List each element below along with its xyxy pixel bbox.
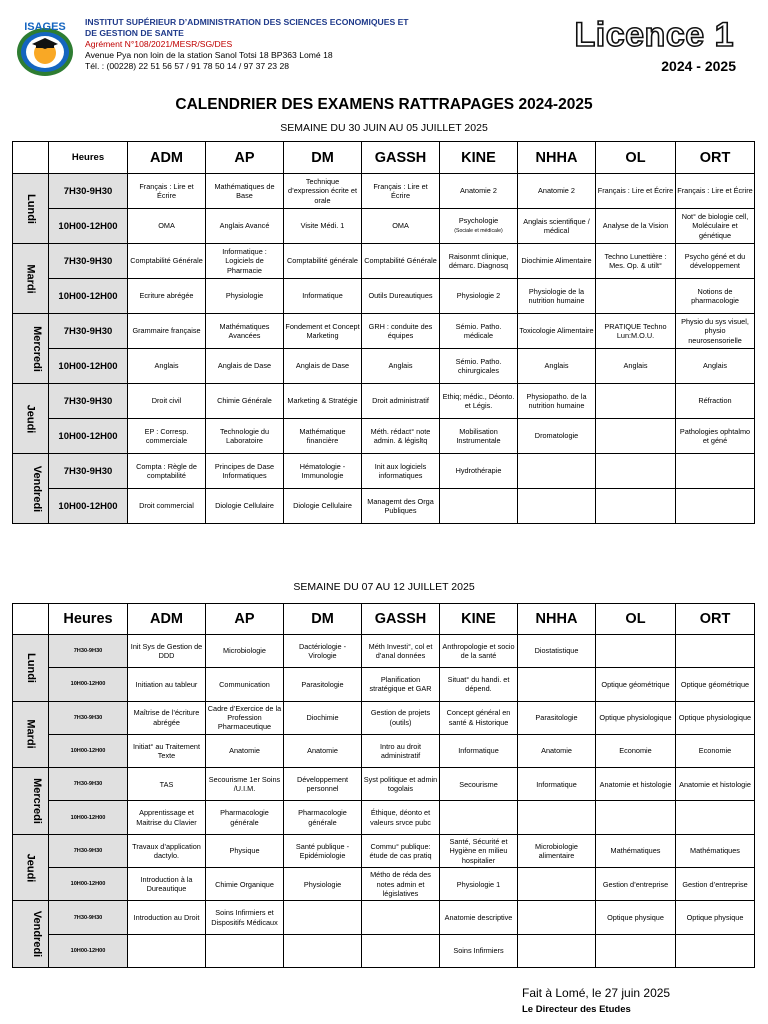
column-header-ort: ORT [676, 142, 755, 174]
institute-logo [14, 18, 76, 78]
day-label: Vendredi [31, 910, 44, 958]
day-cell-jeudi [13, 834, 49, 901]
exam-cell-kine: Informatique [440, 734, 518, 767]
exam-cell-ort: Optique physiologique [676, 701, 755, 734]
exam-cell-kine: Concept général en santé & Historique [440, 701, 518, 734]
schedule-row [13, 209, 755, 244]
exam-cell-kine: Secourisme [440, 768, 518, 801]
column-header-kine: KINE [440, 142, 518, 174]
time-slot: 7H30-9H30 [49, 901, 128, 934]
exam-cell-dm: Mathématique financière [284, 419, 362, 454]
time-slot: 10H00-12H00 [49, 349, 128, 384]
exam-cell-gassh [362, 901, 440, 934]
exam-cell-ap: Mathématiques Avancées [206, 314, 284, 349]
day-cell-mercredi [13, 314, 49, 384]
exam-cell-dm: Marketing & Stratégie [284, 384, 362, 419]
exam-cell-ol: Anglais [596, 349, 676, 384]
column-header-gassh: GASSH [362, 142, 440, 174]
exam-cell-ort [676, 934, 755, 967]
column-header-heures: Heures [49, 142, 128, 174]
schedule-row [13, 834, 755, 867]
exam-cell-adm: Maîtrise de l’écriture abrégée [128, 701, 206, 734]
schedule-row [13, 279, 755, 314]
exam-cell-ol [596, 454, 676, 489]
exam-cell-gassh: Français : Lire et Écrire [362, 174, 440, 209]
exam-cell-dm: Santé publique - Epidémiologie [284, 834, 362, 867]
exam-cell-dm: Hématologie - Immunologie [284, 454, 362, 489]
exam-cell-gassh: Syst politique et admin togolais [362, 768, 440, 801]
exam-cell-adm: TAS [128, 768, 206, 801]
exam-cell-ort: Economie [676, 734, 755, 767]
header-row [13, 142, 755, 174]
exam-cell-adm: Initiat° au Traitement Texte [128, 734, 206, 767]
schedule-row [13, 901, 755, 934]
time-slot: 10H00-12H00 [49, 209, 128, 244]
exam-cell-ol [596, 279, 676, 314]
exam-cell-nhha [518, 454, 596, 489]
exam-cell-gassh: Méth. rédact° note admin. & législtq [362, 419, 440, 454]
exam-cell-kine: Physiologie 1 [440, 868, 518, 901]
exam-cell-dm: Pharmacologie générale [284, 801, 362, 834]
exam-cell-nhha: Physiologie de la nutrition humaine [518, 279, 596, 314]
time-slot: 7H30-9H30 [49, 314, 128, 349]
exam-cell-adm: Init Sys de Gestion de DDD [128, 635, 206, 668]
schedule-row [13, 868, 755, 901]
exam-cell-nhha [518, 489, 596, 524]
exam-cell-kine: Hydrothérapie [440, 454, 518, 489]
exam-cell-adm: Droit civil [128, 384, 206, 419]
exam-cell-nhha: Microbiologie alimentaire [518, 834, 596, 867]
column-header-ort: ORT [676, 604, 755, 635]
exam-cell-ort [676, 454, 755, 489]
exam-cell-nhha: Physiopatho. de la nutrition humaine [518, 384, 596, 419]
column-header-kine: KINE [440, 604, 518, 635]
institute-block [85, 17, 415, 72]
schedule-row [13, 384, 755, 419]
exam-cell-kine [440, 801, 518, 834]
exam-cell-adm: Introduction au Droit [128, 901, 206, 934]
schedule-row [13, 701, 755, 734]
exam-cell-adm: Initiation au tableur [128, 668, 206, 701]
column-header-nhha: NHHA [518, 604, 596, 635]
exam-cell-ap: Anglais de Dase [206, 349, 284, 384]
exam-cell-gassh: Commu° publique: étude de cas pratiq [362, 834, 440, 867]
day-label: Mardi [24, 263, 37, 294]
exam-cell-nhha: Anglais [518, 349, 596, 384]
schedule-row [13, 349, 755, 384]
exam-cell-kine: Sémio. Patho. chirurgicales [440, 349, 518, 384]
exam-cell-ol [596, 489, 676, 524]
day-cell-vendredi [13, 454, 49, 524]
exam-cell-ap: Mathématiques de Base [206, 174, 284, 209]
column-header-ol: OL [596, 604, 676, 635]
column-header-dm: DM [284, 142, 362, 174]
column-header-gassh: GASSH [362, 604, 440, 635]
exam-cell-nhha: Anatomie [518, 734, 596, 767]
schedule-row [13, 419, 755, 454]
schedule-row [13, 244, 755, 279]
day-label: Mercredi [30, 778, 43, 824]
exam-cell-ort: Mathématiques [676, 834, 755, 867]
exam-cell-gassh: Planification stratégique et GAR [362, 668, 440, 701]
time-slot: 10H00-12H00 [49, 489, 128, 524]
schedule-row [13, 454, 755, 489]
exam-cell-dm: Fondement et Concept Marketing [284, 314, 362, 349]
column-header-nhha: NHHA [518, 142, 596, 174]
exam-cell-ol: PRATIQUE Techno Lun:M.O.U. [596, 314, 676, 349]
exam-cell-gassh: Managemt des Orga Publiques [362, 489, 440, 524]
exam-cell-ap: Anglais Avancé [206, 209, 284, 244]
schedule-row [13, 801, 755, 834]
exam-cell-ap: Physiologie [206, 279, 284, 314]
exam-cell-ol: Optique physique [596, 901, 676, 934]
exam-cell-adm: Anglais [128, 349, 206, 384]
exam-cell-dm: Parasitologie [284, 668, 362, 701]
agrement-number: Agrément N°108/2021/MESR/SG/DES [85, 39, 233, 49]
exam-cell-ort: Anglais [676, 349, 755, 384]
column-header-dm: DM [284, 604, 362, 635]
week2-label: SEMAINE DU 07 AU 12 JUILLET 2025 [293, 581, 475, 593]
day-label: Mardi [24, 719, 37, 750]
exam-cell-ap [206, 934, 284, 967]
schedule-row [13, 668, 755, 701]
time-slot: 7H30-9H30 [49, 701, 128, 734]
time-slot: 10H00-12H00 [49, 934, 128, 967]
exam-cell-dm: Développement personnel [284, 768, 362, 801]
time-slot: 7H30-9H30 [49, 635, 128, 668]
exam-cell-ap: Technologie du Laboratoire [206, 419, 284, 454]
day-label: Lundi [24, 193, 37, 224]
exam-cell-ort: Anatomie et histologie [676, 768, 755, 801]
exam-cell-ap: Pharmacologie générale [206, 801, 284, 834]
exam-cell-ol [596, 801, 676, 834]
svg-text:ISAGES: ISAGES [24, 21, 66, 33]
schedule-row [13, 314, 755, 349]
exam-cell-ol: Optique géométrique [596, 668, 676, 701]
time-slot: 7H30-9H30 [49, 454, 128, 489]
exam-cell-gassh [362, 934, 440, 967]
exam-cell-dm: Diologie Cellulaire [284, 489, 362, 524]
exam-cell-ol: Mathématiques [596, 834, 676, 867]
exam-cell-ol: Gestion d’entreprise [596, 868, 676, 901]
institute-name-line2: DE GESTION DE SANTE [85, 28, 184, 38]
week2-schedule-table [12, 603, 755, 968]
exam-cell-ap: Secourisme 1er Soins /U.I.M. [206, 768, 284, 801]
exam-cell-gassh: OMA [362, 209, 440, 244]
exam-cell-dm: Anglais de Dase [284, 349, 362, 384]
exam-cell-nhha: Toxicologie Alimentaire [518, 314, 596, 349]
exam-cell-adm: Droit commercial [128, 489, 206, 524]
exam-cell-ol [596, 635, 676, 668]
exam-cell-gassh: Outils Dureautiques [362, 279, 440, 314]
time-slot: 10H00-12H00 [49, 668, 128, 701]
day-label: Lundi [24, 652, 37, 683]
exam-cell-nhha: Diochimie Alimentaire [518, 244, 596, 279]
exam-cell-dm: Dactériologie - Virologie [284, 635, 362, 668]
exam-cell-ol: Economie [596, 734, 676, 767]
exam-cell-kine: Situat° du handi. et dépend. [440, 668, 518, 701]
exam-cell-ap: Soins Infirmiers et Dispositifs Médicaux [206, 901, 284, 934]
schedule-row [13, 635, 755, 668]
exam-cell-ap: Communication [206, 668, 284, 701]
schedule-row [13, 734, 755, 767]
time-slot: 7H30-9H30 [49, 244, 128, 279]
exam-cell-adm: OMA [128, 209, 206, 244]
exam-cell-kine [440, 489, 518, 524]
exam-cell-ap: Informatique : Logiciels de Pharmacie [206, 244, 284, 279]
exam-cell-ap: Chimie Générale [206, 384, 284, 419]
exam-cell-nhha: Anatomie 2 [518, 174, 596, 209]
day-label: Jeudi [24, 404, 37, 433]
exam-cell-adm: Ecriture abrégée [128, 279, 206, 314]
schedule-row [13, 174, 755, 209]
exam-cell-ort: Physio du sys visuel, physio neurosensorielle [676, 314, 755, 349]
signatory: Le Directeur des Etudes [522, 1004, 631, 1015]
exam-cell-gassh: Init aux logiciels informatiques [362, 454, 440, 489]
place-date: Fait à Lomé, le 27 juin 2025 [522, 986, 671, 1000]
exam-cell-nhha [518, 901, 596, 934]
exam-cell-ort [676, 489, 755, 524]
day-cell-jeudi [13, 384, 49, 454]
exam-cell-nhha [518, 868, 596, 901]
exam-cell-nhha: Informatique [518, 768, 596, 801]
exam-cell-nhha: Dromatologie [518, 419, 596, 454]
exam-cell-ap: Cadre d’Exercice de la Profession Pharmaceutique [206, 701, 284, 734]
day-cell-vendredi [13, 901, 49, 968]
week1-label: SEMAINE DU 30 JUIN AU 05 JUILLET 2025 [280, 122, 488, 134]
exam-cell-kine: Sémio. Patho. médicale [440, 314, 518, 349]
exam-cell-gassh: Métho de réda des notes admin et législatives [362, 868, 440, 901]
exam-cell-nhha: Parasitologie [518, 701, 596, 734]
day-label: Jeudi [24, 853, 37, 882]
time-slot: 10H00-12H00 [49, 801, 128, 834]
exam-cell-ol: Techno Lunettière : Mes. Op. & utilt° [596, 244, 676, 279]
exam-cell-nhha: Anglais scientifique / médical [518, 209, 596, 244]
exam-cell-ort: Notions de pharmacologie [676, 279, 755, 314]
exam-cell-adm: EP : Corresp. commerciale [128, 419, 206, 454]
day-cell-mercredi [13, 768, 49, 835]
exam-cell-nhha [518, 801, 596, 834]
exam-cell-adm: Comptabilité Générale [128, 244, 206, 279]
exam-cell-ort: Optique physique [676, 901, 755, 934]
schedule-row [13, 489, 755, 524]
schedule-row [13, 934, 755, 967]
exam-cell-adm: Travaux d’application dactylo. [128, 834, 206, 867]
exam-cell-adm: Grammaire française [128, 314, 206, 349]
day-label: Vendredi [31, 465, 44, 512]
schedule-row [13, 768, 755, 801]
exam-cell-nhha [518, 668, 596, 701]
exam-cell-ap: Anatomie [206, 734, 284, 767]
exam-cell-ol: Analyse de la Vision [596, 209, 676, 244]
exam-cell-dm: Physiologie [284, 868, 362, 901]
time-slot: 10H00-12H00 [49, 419, 128, 454]
exam-cell-kine: Raisonmt clinique, démarc. Diagnosq [440, 244, 518, 279]
time-slot: 7H30-9H30 [49, 174, 128, 209]
exam-cell-kine: Anatomie 2 [440, 174, 518, 209]
exam-cell-kine: Soins Infirmiers [440, 934, 518, 967]
exam-cell-ap: Diologie Cellulaire [206, 489, 284, 524]
exam-cell-ort: Not° de biologie cell, Moléculaire et génétique [676, 209, 755, 244]
exam-cell-ol [596, 419, 676, 454]
exam-cell-adm: Introduction à la Dureautique [128, 868, 206, 901]
column-header-ap: AP [206, 142, 284, 174]
exam-cell-nhha [518, 934, 596, 967]
exam-cell-dm: Comptabilité générale [284, 244, 362, 279]
page-title: CALENDRIER DES EXAMENS RATTRAPAGES 2024-2025 [175, 96, 593, 113]
exam-cell-ol: Français : Lire et Écrire [596, 174, 676, 209]
day-cell-mardi [13, 701, 49, 768]
exam-cell-gassh: Comptabilité Générale [362, 244, 440, 279]
exam-cell-dm: Visite Médi. 1 [284, 209, 362, 244]
exam-cell-nhha: Diostatistique [518, 635, 596, 668]
exam-cell-ort: Gestion d’entreprise [676, 868, 755, 901]
time-slot: 10H00-12H00 [49, 734, 128, 767]
exam-cell-kine: Ethiq; médic., Déonto. et Légis. [440, 384, 518, 419]
exam-cell-kine: Anatomie descriptive [440, 901, 518, 934]
exam-cell-adm [128, 934, 206, 967]
exam-cell-ap: Physique [206, 834, 284, 867]
exam-cell-ap: Microbiologie [206, 635, 284, 668]
time-slot: 7H30-9H30 [49, 768, 128, 801]
exam-cell-ap: Chimie Organique [206, 868, 284, 901]
column-header-adm: ADM [128, 604, 206, 635]
week1-schedule-table [12, 141, 755, 524]
column-header-heures: Heures [49, 604, 128, 635]
exam-cell-ort: Optique géométrique [676, 668, 755, 701]
exam-cell-dm [284, 934, 362, 967]
time-slot: 7H30-9H30 [49, 384, 128, 419]
exam-cell-kine: Santé, Sécurité et Hygiène en milieu hospitalier [440, 834, 518, 867]
exam-cell-ol [596, 384, 676, 419]
exam-cell-adm: Français : Lire et Écrire [128, 174, 206, 209]
exam-cell-dm: Technique d’expression écrite et orale [284, 174, 362, 209]
time-slot: 10H00-12H00 [49, 868, 128, 901]
exam-cell-dm [284, 901, 362, 934]
exam-cell-ort: Pathologies ophtalmo et géné [676, 419, 755, 454]
exam-cell-ort: Réfraction [676, 384, 755, 419]
column-header-ap: AP [206, 604, 284, 635]
time-slot: 10H00-12H00 [49, 279, 128, 314]
institute-name-line1: INSTITUT SUPÉRIEUR D’ADMINISTRATION DES SCIENCES ECONOMIQUES ET [85, 17, 409, 27]
exam-cell-gassh: GRH : conduite des équipes [362, 314, 440, 349]
exam-cell-ort: Français : Lire et Écrire [676, 174, 755, 209]
academic-year: 2024 - 2025 [661, 58, 736, 74]
exam-cell-adm: Apprentissage et Maitrise du Clavier [128, 801, 206, 834]
exam-cell-ol [596, 934, 676, 967]
institute-phone: Tél. : (00228) 22 51 56 57 / 91 78 50 14 / 97 37 23 28 [85, 61, 290, 71]
exam-cell-adm: Compta : Règle de comptabilité [128, 454, 206, 489]
exam-cell-gassh: Éthique, déonto et valeurs srvce pubc [362, 801, 440, 834]
level-title: Licence 1 [574, 16, 734, 54]
exam-cell-gassh: Méth Investi°, col et d’anal données [362, 635, 440, 668]
exam-cell-ort [676, 801, 755, 834]
day-cell-mardi [13, 244, 49, 314]
exam-cell-gassh: Intro au droit administratif [362, 734, 440, 767]
day-label: Mercredi [30, 325, 43, 372]
exam-cell-gassh: Anglais [362, 349, 440, 384]
time-slot: 7H30-9H30 [49, 834, 128, 867]
exam-cell-kine: Physiologie 2 [440, 279, 518, 314]
corner-cell [13, 142, 49, 174]
exam-cell-gassh: Droit administratif [362, 384, 440, 419]
column-header-ol: OL [596, 142, 676, 174]
exam-cell-gassh: Gestion de projets (outils) [362, 701, 440, 734]
exam-cell-dm: Informatique [284, 279, 362, 314]
exam-cell-ol: Optique physiologique [596, 701, 676, 734]
exam-cell-dm: Anatomie [284, 734, 362, 767]
exam-cell-ap: Principes de Dase Informatiques [206, 454, 284, 489]
column-header-adm: ADM [128, 142, 206, 174]
exam-cell-dm: Diochimie [284, 701, 362, 734]
corner-cell [13, 604, 49, 635]
day-cell-lundi [13, 635, 49, 702]
exam-cell-ort: Psycho géné et du développement [676, 244, 755, 279]
day-cell-lundi [13, 174, 49, 244]
header-row [13, 604, 755, 635]
exam-cell-ort [676, 635, 755, 668]
exam-cell-kine: Mobilisation Instrumentale [440, 419, 518, 454]
psychology-subnote: (Sociale et médicale) [454, 228, 503, 234]
exam-cell-ol: Anatomie et histologie [596, 768, 676, 801]
institute-address: Avenue Pya non loin de la station Sanol Totsi 18 BP363 Lomé 18 [85, 50, 333, 60]
exam-cell-kine: Psychologie (Sociale et médicale) [440, 209, 518, 244]
exam-cell-kine: Anthropologie et socio de la santé [440, 635, 518, 668]
